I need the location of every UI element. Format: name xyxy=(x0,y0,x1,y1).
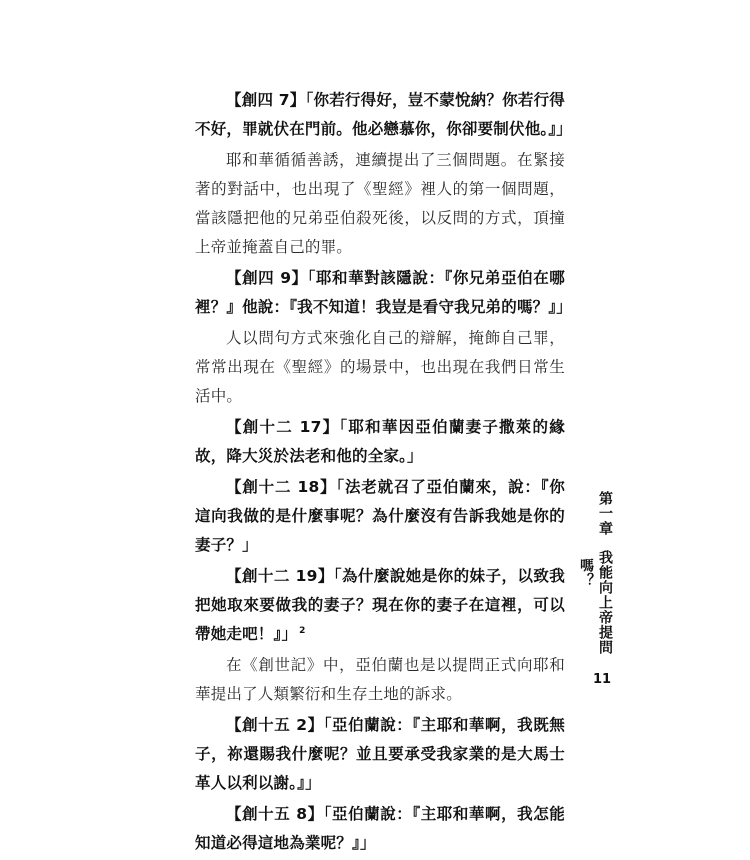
paragraph-text: 人以問句方式來強化自己的辯解，掩飾自己罪，常常出現在《聖經》的場景中，也出現在我們日常生活中。 xyxy=(195,329,565,405)
chapter-title: 我能向上帝提問嗎？ xyxy=(578,550,613,655)
narrative-paragraph xyxy=(195,651,565,709)
scripture-quote-paragraph xyxy=(195,473,565,560)
narrative-paragraph xyxy=(195,146,565,262)
scripture-quote-paragraph xyxy=(195,264,573,322)
paragraph-text: 在《創世記》中，亞伯蘭也是以提問正式向耶和華提出了人類繁衍和生存土地的訴求。 xyxy=(195,656,565,703)
paragraph-text: 【創十五 8】「亞伯蘭說：『主耶和華啊，我怎能知道必得這地為業呢？』」 xyxy=(195,805,565,852)
chapter-label: 第一章 xyxy=(597,491,613,536)
paragraph-text: 【創十二 17】「耶和華因亞伯蘭妻子撒萊的緣故，降大災於法老和他的全家。」 xyxy=(195,418,565,465)
paragraph-text: 【創四 7】「你若行得好，豈不蒙悅納？你若行得不好，罪就伏在門前。他必戀慕你，你卻要制伏他。』」 xyxy=(195,91,573,138)
scripture-quote-paragraph xyxy=(195,800,565,858)
body-text xyxy=(195,86,573,860)
chapter-tab xyxy=(578,478,614,668)
paragraph-text: 耶和華循循善誘，連續提出了三個問題。在緊接著的對話中，也出現了《聖經》裡人的第一個問題，當該隱把他的兄弟亞伯殺死後，以反問的方式，頂撞上帝並掩蓋自己的罪。 xyxy=(195,151,565,256)
scripture-quote-paragraph xyxy=(195,86,573,144)
paragraph-text: 【創十二 19】「為什麼說她是你的妹子，以致我把她取來要做我的妻子？現在你的妻子在這裡，可以帶她走吧！』」 xyxy=(195,567,565,643)
page-number: 11 xyxy=(592,672,612,687)
scripture-quote-paragraph xyxy=(195,711,565,798)
scripture-quote-paragraph xyxy=(195,562,565,649)
paragraph-text: 【創四 9】「耶和華對該隱說：『你兄弟亞伯在哪裡？』他說：『我不知道！我豈是看守我兄弟的嗎？』」 xyxy=(195,269,573,316)
scripture-quote-paragraph xyxy=(195,413,565,471)
paragraph-text: 【創十二 18】「法老就召了亞伯蘭來，說：『你這向我做的是什麼事呢？為什麼沒有告訴我她是你的妻子？」 xyxy=(195,478,565,554)
footnote-marker[interactable]: 2 xyxy=(299,626,306,636)
narrative-paragraph xyxy=(195,324,565,411)
paragraph-text: 【創十五 2】「亞伯蘭說：『主耶和華啊，我既無子，祢還賜我什麼呢？並且要承受我家業的是大馬士革人以利以謝。』」 xyxy=(195,716,565,792)
